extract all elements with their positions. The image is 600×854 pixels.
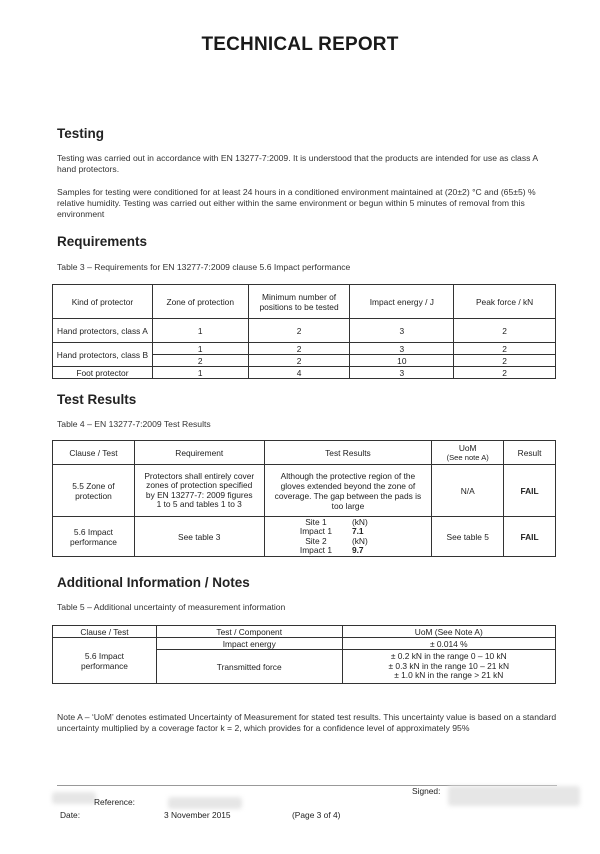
table3-kind: Hand protectors, class A (53, 319, 153, 343)
measure-label: Site 2 (305, 535, 327, 546)
note-a: Note A – ‘UoM’ denotes estimated Uncertainty of Measurement for stated test results. This uncertainty value is based on a standard uncertainty multiplied by a coverage factor k = 2, which provides for a confidence level of approximately 95% (57, 712, 557, 734)
table4-requirement: See table 3 (134, 517, 264, 557)
uom-note: (See note A) (446, 452, 489, 462)
table3-header-kind: Kind of protector (53, 285, 153, 319)
table4-measurements (264, 517, 432, 557)
uom-line: ± 0.3 kN in the range 10 – 21 kN (388, 660, 510, 671)
table4-result: FAIL (504, 517, 556, 557)
table4-clause: 5.6 Impact performance (53, 517, 135, 557)
table-row (53, 465, 556, 517)
measure-label: Impact 1 (299, 526, 332, 536)
table5-component: Transmitted force (156, 650, 342, 684)
additional-heading: Additional Information / Notes (57, 575, 250, 590)
measure-value: (kN) (351, 535, 368, 546)
table5-uom: ± 0.014 % (342, 638, 555, 650)
table3-header-zone: Zone of protection (152, 285, 248, 319)
table5-clause: 5.6 Impact performance (53, 638, 157, 684)
table3-zone: 1 (152, 343, 248, 355)
measure-value: 9.7 (351, 545, 364, 555)
table3-header-energy: Impact energy / J (350, 285, 454, 319)
results-table (52, 440, 556, 557)
table4-uom: N/A (432, 465, 504, 517)
date-value: 3 November 2015 (164, 810, 231, 820)
table5-caption: Table 5 – Additional uncertainty of measurement information (57, 602, 286, 612)
table3-positions: 2 (248, 319, 350, 343)
requirements-heading: Requirements (57, 234, 148, 249)
table-row (53, 367, 556, 379)
table3-force: 2 (454, 355, 556, 367)
table3-positions: 2 (248, 343, 350, 355)
measure-label: Site 1 (305, 516, 327, 527)
reference-redaction (168, 797, 242, 809)
table3-kind: Foot protector (53, 367, 153, 379)
table4-clause: 5.5 Zone of protection (53, 465, 135, 517)
table3-zone: 1 (152, 319, 248, 343)
table5-header-component: Test / Component (156, 626, 342, 638)
measure-label: Impact 1 (299, 545, 332, 555)
table3-energy: 3 (350, 367, 454, 379)
reference-label: Reference: (94, 797, 135, 807)
testing-heading: Testing (57, 126, 104, 141)
table4-result: FAIL (504, 465, 556, 517)
table4-header-clause: Clause / Test (53, 441, 135, 465)
table4-uom: See table 5 (432, 517, 504, 557)
table4-requirement: Protectors shall entirely cover zones of protection specified by EN 13277-7: 2009 figures 1 to 5 and tables 1 to 3 (134, 465, 264, 517)
uncertainty-table (52, 625, 556, 684)
results-heading: Test Results (57, 392, 137, 407)
page-number: (Page 3 of 4) (292, 810, 341, 820)
table3-energy: 3 (350, 343, 454, 355)
table3-energy: 10 (350, 355, 454, 367)
table3-caption: Table 3 – Requirements for EN 13277-7:2009 clause 5.6 Impact performance (57, 262, 351, 272)
table-row (53, 517, 556, 557)
uom-line: ± 0.2 kN in the range 0 – 10 kN (390, 651, 507, 662)
table4-test-result: Although the protective region of the gloves extended beyond the zone of coverage. The gap between the pads is too large (264, 465, 432, 517)
uom-label: UoM (458, 442, 477, 453)
table5-header-uom: UoM (See Note A) (342, 626, 555, 638)
table3-positions: 2 (248, 355, 350, 367)
measure-value: 7.1 (351, 526, 364, 536)
table-row (53, 319, 556, 343)
measure-value: (kN) (351, 516, 368, 527)
table3-force: 2 (454, 343, 556, 355)
table3-kind: Hand protectors, class B (53, 343, 153, 367)
table5-uom (342, 650, 555, 684)
date-label: Date: (60, 810, 81, 820)
table4-caption: Table 4 – EN 13277-7:2009 Test Results (57, 419, 211, 429)
page-title: TECHNICAL REPORT (201, 34, 399, 55)
uom-line: ± 1.0 kN in the range > 21 kN (394, 670, 504, 681)
table3-header-force: Peak force / kN (454, 285, 556, 319)
table4-header-requirement: Requirement (134, 441, 264, 465)
table3-positions: 4 (248, 367, 350, 379)
signature-redaction (448, 786, 580, 806)
signed-label: Signed: (412, 786, 441, 796)
name-redaction (52, 792, 96, 804)
table4-header-uom (432, 441, 504, 465)
table3-header-positions: Minimum number of positions to be tested (248, 285, 350, 319)
table4-header-result: Result (504, 441, 556, 465)
table-row (53, 638, 556, 650)
table-row (53, 343, 556, 355)
table4-header-test-results: Test Results (264, 441, 432, 465)
table3-force: 2 (454, 367, 556, 379)
testing-paragraph-2: Samples for testing were conditioned for at least 24 hours in a conditioned environment maintained at (20±2) °C and (65±5) % relative humidity. Testing was carried out either within the same environment or begun within 5 minutes of removal from this environment (57, 187, 536, 220)
table3-force: 2 (454, 319, 556, 343)
table5-header-clause: Clause / Test (53, 626, 157, 638)
table3-zone: 2 (152, 355, 248, 367)
table3-zone: 1 (152, 367, 248, 379)
testing-paragraph-1: Testing was carried out in accordance with EN 13277-7:2009. It is understood that the products are intended for use as class A hand protectors. (57, 153, 538, 175)
table5-component: Impact energy (156, 638, 342, 650)
requirements-table (52, 284, 556, 379)
table3-energy: 3 (350, 319, 454, 343)
